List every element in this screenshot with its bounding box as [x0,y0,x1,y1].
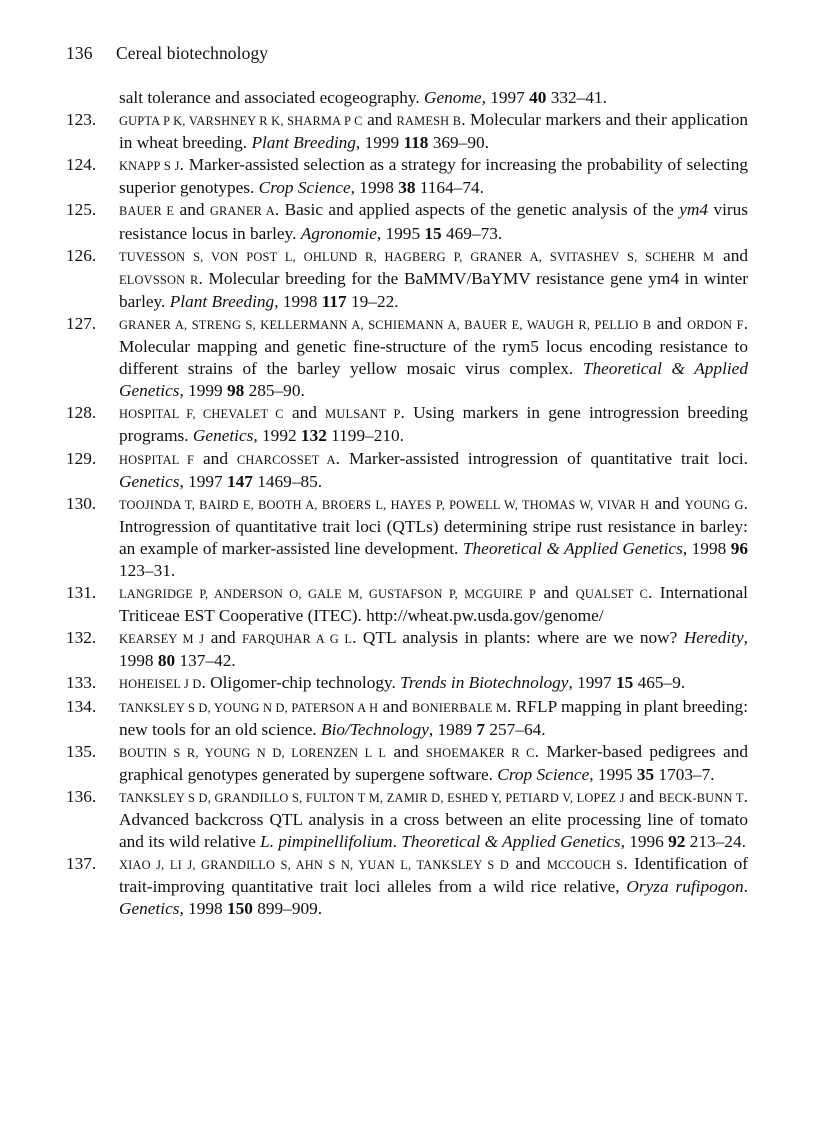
reference-129: 129. HOSPITAL F and CHARCOSSET A. Marker-assisted introgression of quantitative trait loci. Genetics, 1997 147 1469–85. [66,448,748,491]
reference-137: 137. XIAO J, LI J, GRANDILLO S, AHN S N, YUAN L, TANKSLEY S D and MCCOUCH S. Identification of trait-improving quantitative trait loci alleles from a wild rice relative, Oryza rufipogon. Genetics, 1998 150 899–909. [66,854,749,919]
reference-132: 132. KEARSEY M J and FARQUHAR A G L. QTL analysis in plants: where are we now? Heredity, 1998 80 137–42. [66,628,748,671]
reference-127: 127. GRANER A, STRENG S, KELLERMANN A, SCHIEMANN A, BAUER E, WAUGH R, PELLIO B and ORDON F. Molecular mapping and genetic fine-structure of the rym5 locus encoding resistance to different strains of the barley yellow mosaic virus complex. Theoretical & Applied Genetics, 1999 98 285–90. [66,313,749,401]
reference-135: 135. BOUTIN S R, YOUNG N D, LORENZEN L L and SHOEMAKER R C. Marker-based pedigrees and graphical genotypes generated by supergene software. Crop Science, 1995 35 1703–7. [66,741,748,784]
reference-126: 126. TUVESSON S, VON POST L, OHLUND R, HAGBERG P, GRANER A, SVITASHEV S, SCHEHR M and ELOVSSON R. Molecular breeding for the BaMMV/BaYMV resistance gene ym4 in winter barley. Plant Breeding, 1998 117 19–22. [66,245,749,311]
reference-continuation: salt tolerance and associated ecogeography. Genome, 1997 40 332–41. [119,88,607,107]
reference-134: 134. TANKSLEY S D, YOUNG N D, PATERSON A H and BONIERBALE M. RFLP mapping in plant breeding: new tools for an old science. Bio/Technology, 1989 7 257–64. [66,696,748,739]
reference-list [66,87,748,920]
running-title: Cereal biotechnology [116,43,269,63]
reference-136: 136. TANKSLEY S D, GRANDILLO S, FULTON T M, ZAMIR D, ESHED Y, PETIARD V, LOPEZ J and BECK-BUNN T. Advanced backcross QTL analysis in a cross between an elite processing line of tomato and its wild relative L. pimpinellifolium. Theoretical & Applied Genetics, 1996 92 213–24. [66,786,748,852]
reference-123: 123. GUPTA P K, VARSHNEY R K, SHARMA P C and RAMESH B. Molecular markers and their application in wheat breeding. Plant Breeding, 1999 118 369–90. [66,110,748,153]
reference-128: 128. HOSPITAL F, CHEVALET C and MULSANT P. Using markers in gene introgression breeding programs. Genetics, 1992 132 1199–210. [66,403,749,446]
page-header [66,43,268,64]
reference-131: 131. LANGRIDGE P, ANDERSON O, GALE M, GUSTAFSON P, MCGUIRE P and QUALSET C. International Triticeae EST Cooperative (ITEC). http://wheat.pw.usda.gov/genome/ [66,583,748,626]
reference-125: 125. BAUER E and GRANER A. Basic and applied aspects of the genetic analysis of the ym4 virus resistance locus in barley. Agronomie, 1995 15 469–73. [66,200,749,243]
reference-133: 133. HOHEISEL J D. Oligomer-chip technology. Trends in Biotechnology, 1997 15 465–9. [66,673,686,693]
reference-124: 124. KNAPP S J. Marker-assisted selection as a strategy for increasing the probability of selecting superior genotypes. Crop Science, 1998 38 1164–74. [66,155,749,198]
reference-130: 130. TOOJINDA T, BAIRD E, BOOTH A, BROERS L, HAYES P, POWELL W, THOMAS W, VIVAR H and YOUNG G. Introgression of quantitative trait loci (QTLs) determining stripe rust resistance in barley: an example of marker-assisted line development. Theoretical & Applied Genetics, 1998 96 123–31. [66,493,749,580]
page-number: 136 [66,43,93,63]
